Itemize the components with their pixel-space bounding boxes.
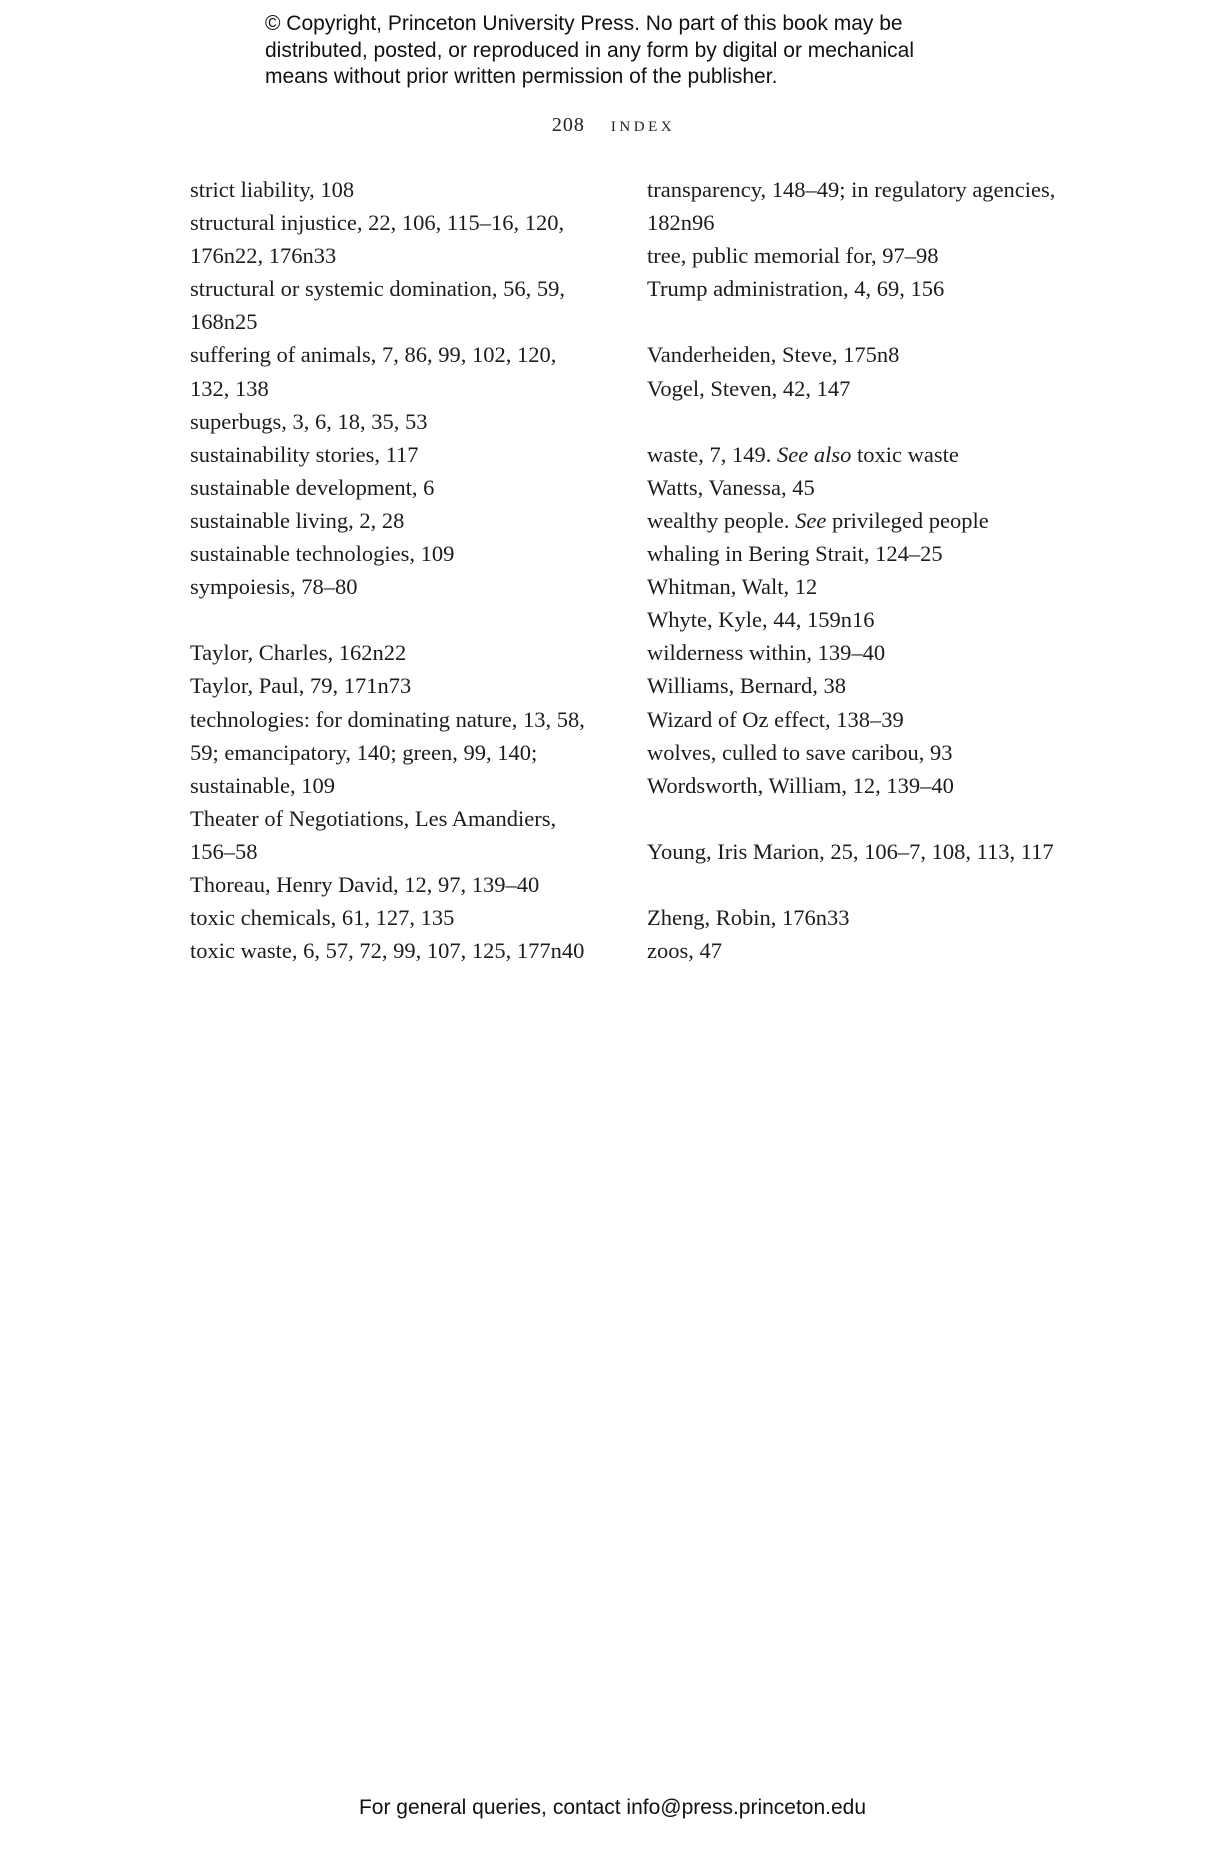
index-entry [190,703,610,802]
index-entry [190,338,610,404]
index-entry-line: 132, 138 [190,375,269,401]
index-entry [647,901,1077,934]
letter-group-gap [647,802,1077,835]
index-entry [190,173,610,206]
index-entry-text: privileged people [826,507,989,533]
index-entry-line: 168n25 [190,309,258,335]
index-entry-line: Wordsworth, William, 12, 139–40 [647,772,954,798]
index-entry-line: Whyte, Kyle, 44, 159n16 [647,607,875,633]
index-entry-text: wealthy people. [647,507,796,533]
index-entry-line: Watts, Vanessa, 45 [647,474,815,500]
index-entry [190,636,610,669]
index-entry-line: suffering of animals, 7, 86, 99, 102, 120, [190,342,557,368]
cross-reference-label: See [795,507,827,533]
index-entry [647,636,1077,669]
index-entry [190,504,610,537]
index-entry [190,537,610,570]
index-entry [647,173,1077,239]
footer-contact-text: contact info@press.princeton.edu [552,1796,867,1819]
index-entry-line: Taylor, Charles, 162n22 [190,640,407,666]
index-entry [190,438,610,471]
index-entry [190,802,610,868]
page-number: 208 [551,114,585,136]
index-entry [190,669,610,702]
index-entry-line: 59; emancipatory, 140; green, 99, 140; [190,739,538,765]
index-entry [647,769,1077,802]
index-entry-line: Zheng, Robin, 176n33 [647,905,850,931]
copyright-line: © Copyright, Princeton University Press. No part of this book may be [265,12,903,35]
running-head-title: index [610,111,676,136]
index-entry [190,901,610,934]
index-entry [190,868,610,901]
index-entry [647,669,1077,702]
copyright-notice [265,11,1025,91]
index-entry-line: tree, public memorial for, 97–98 [647,243,939,269]
index-entry-line: wilderness within, 139–40 [647,640,886,666]
index-entry [647,372,1077,405]
index-entry-line: Williams, Bernard, 38 [647,673,847,699]
index-entry-text: waste, 7, 149. [647,441,777,467]
copyright-line: means without prior written permission of the publisher. [265,65,778,88]
index-entry [647,438,1077,471]
index-entry-line: Wizard of Oz effect, 138–39 [647,706,904,732]
index-entry-line: transparency, 148–49; in regulatory agencies, [647,177,1056,202]
letter-group-gap [190,603,610,636]
index-entry-line: structural or systemic domination, 56, 59, [190,276,565,302]
index-entry-line: Thoreau, Henry David, 12, 97, 139–40 [190,871,540,897]
index-entry-line: sustainable living, 2, 28 [190,507,405,533]
index-entry [190,405,610,438]
index-entry [190,934,610,967]
index-entry-line: zoos, 47 [647,938,722,964]
running-head [1,111,1225,137]
index-entry-line: Vogel, Steven, 42, 147 [647,375,851,401]
index-entry-line: technologies: for dominating nature, 13, 58, [190,706,585,732]
index-entry [647,239,1077,272]
index-entry-line: sympoiesis, 78–80 [190,574,358,600]
index-entry-line: structural injustice, 22, 106, 115–16, 120, [190,210,565,236]
index-entry-line: sustainable, 109 [190,772,335,798]
index-entry-line: 182n96 [647,210,715,236]
letter-group-gap [647,868,1077,901]
index-entry [647,934,1077,967]
footer-query-label: For general queries, [358,1796,547,1819]
index-entry [647,272,1077,305]
letter-group-gap [647,405,1077,438]
letter-group-gap [647,305,1077,338]
index-entry [647,835,1077,868]
index-entry [647,603,1077,636]
index-entry-line: toxic waste, 6, 57, 72, 99, 107, 125, 177n40 [190,938,585,964]
index-entry-line: superbugs, 3, 6, 18, 35, 53 [190,408,428,434]
index-entry-line: sustainable development, 6 [190,474,435,500]
index-entry [190,272,610,338]
index-entry-text: toxic waste [851,441,959,467]
index-entry-line: whaling in Bering Strait, 124–25 [647,541,943,567]
index-entry-line: 156–58 [190,838,258,864]
index-entry-line: Whitman, Walt, 12 [647,574,818,600]
cross-reference-label: See also [776,441,852,467]
index-entry-line: 176n22, 176n33 [190,243,337,269]
index-entry-line: toxic chemicals, 61, 127, 135 [190,905,455,931]
index-column-left [190,173,610,967]
index-entry-line [647,438,1077,471]
index-entry-line: strict liability, 108 [190,177,355,202]
index-entry [647,703,1077,736]
copyright-line: distributed, posted, or reproduced in any form by digital or mechanical [265,38,915,62]
index-entry-line: sustainability stories, 117 [190,441,419,467]
index-entry-line: Vanderheiden, Steve, 175n8 [647,342,900,368]
index-entry [190,471,610,504]
index-column-right [647,173,1077,967]
index-entry-line [647,504,1077,537]
index-entry [647,570,1077,603]
index-entry [647,537,1077,570]
index-entry [647,736,1077,769]
index-entry-line: sustainable technologies, 109 [190,541,455,567]
index-entry-line: Taylor, Paul, 79, 171n73 [190,673,412,699]
index-entry [647,338,1077,371]
index-entry [190,570,610,603]
index-entry [647,471,1077,504]
index-entry-line: Trump administration, 4, 69, 156 [647,276,945,302]
index-entry-line: Young, Iris Marion, 25, 106–7, 108, 113, 117 [647,838,1054,864]
index-entry-line: Theater of Negotiations, Les Amandiers, [190,805,557,831]
index-entry [647,504,1077,537]
index-entry [190,206,610,272]
index-entry-line: wolves, culled to save caribou, 93 [647,739,953,765]
footer-contact [0,1796,1225,1820]
